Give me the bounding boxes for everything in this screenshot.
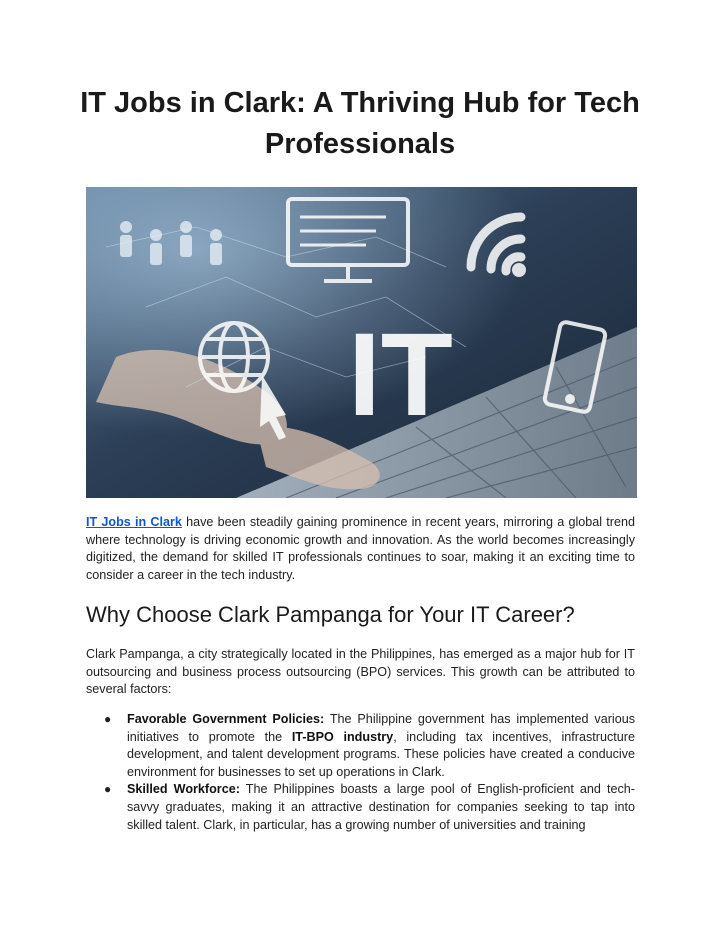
article-title: IT Jobs in Clark: A Thriving Hub for Tech Professionals — [80, 87, 640, 160]
list-item-text: The Philippine government has implemented various initiatives to promote the — [127, 712, 635, 744]
list-item — [86, 711, 635, 781]
list-item — [86, 781, 635, 834]
section-intro-paragraph: Clark Pampanga, a city strategically located in the Philippines, has emerged as a major hub for IT outsourcing and business process outsourcing (BPO) services. This growth can be attributed to several factors: — [86, 647, 635, 697]
hero-image — [86, 187, 637, 498]
intro-text: have been steadily gaining prominence in recent years, mirroring a global trend where technology is driving economic growth and innovation. As the world becomes increasingly digitized, the demand for skilled IT professionals continues to soar, making it an exciting time to consider a career in the tech industry. — [86, 515, 635, 582]
it-jobs-link[interactable]: IT Jobs in Clark — [86, 515, 182, 529]
list-item-text: , including tax incentives, infrastructure development, and talent development programs. These policies have created a conducive environment for businesses to set up operations in Clark. — [127, 729, 635, 779]
bullet-icon: ● — [104, 712, 112, 726]
section-heading: Why Choose Clark Pampanga for Your IT Career? — [86, 602, 575, 627]
bullet-icon: ● — [104, 782, 112, 797]
list-item-label: Favorable Government Policies: — [127, 712, 325, 726]
factors-list — [86, 711, 635, 834]
hero-overlay-text: IT — [348, 309, 453, 441]
list-item-bold-term: IT-BPO industry — [291, 729, 394, 744]
list-item-text: The Philippines boasts a large pool of English-proficient and tech-savvy graduates, making it an attractive destination for companies seeking to tap into skilled talent. Clark, in particular, has a growing number of universities and training — [127, 782, 635, 832]
intro-paragraph — [86, 514, 635, 584]
list-item-label: Skilled Workforce: — [127, 782, 240, 797]
